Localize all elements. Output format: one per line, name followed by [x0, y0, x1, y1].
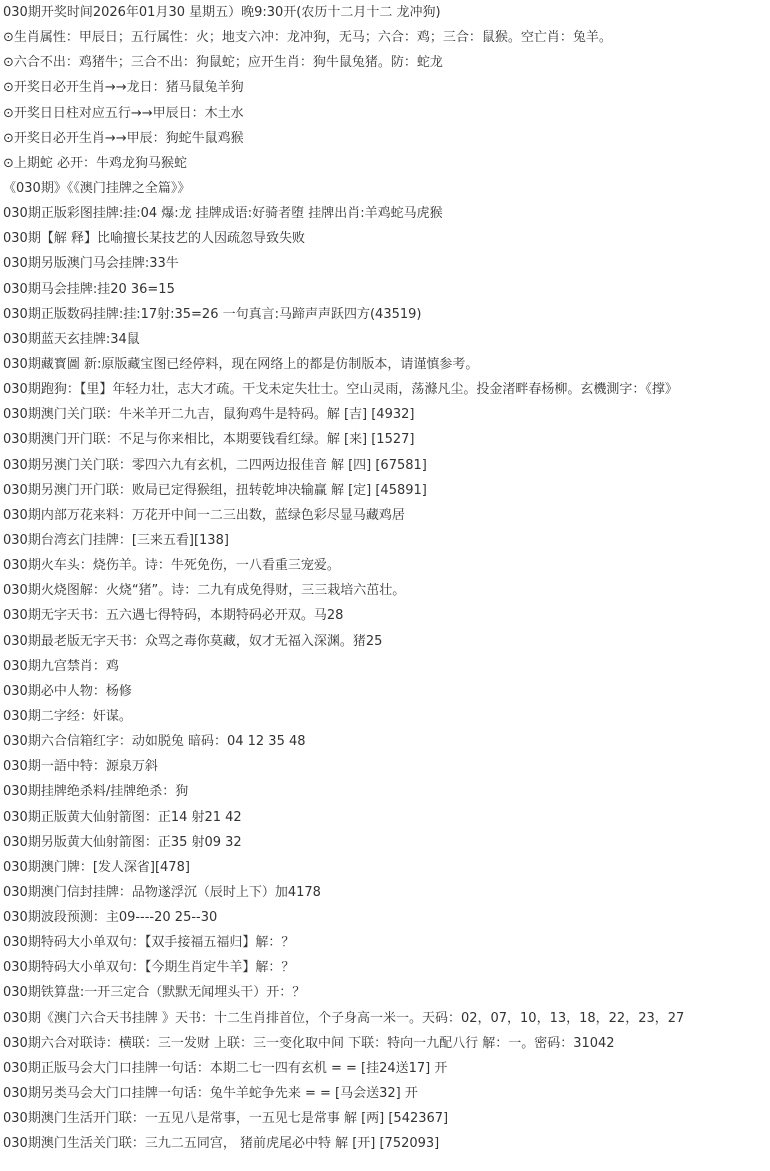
text-line: 030期另版澳门马会挂牌:33牛	[3, 256, 179, 272]
text-line: 030期另类马会大门口挂牌一句话：兔牛羊蛇争先来 = = [马会送32] 开	[3, 1086, 418, 1102]
text-line: 030期澳门信封挂牌：品物遂浮沉（辰时上下）加4178	[3, 884, 321, 900]
text-line: 030期澳门生活开门联：一五见八是常事，一五见七是常事 解 [两] [542367]	[3, 1111, 449, 1127]
text-line: 030期【解 释】比喻擅长某技艺的人因疏忽导致失败	[3, 231, 305, 247]
text-line: 030期正版彩图挂牌:挂:04 爆:龙 挂牌成语:好骑者堕 挂牌出肖:羊鸡蛇马虎猴	[3, 206, 443, 222]
text-line: 030期九宫禁肖：鸡	[3, 658, 119, 674]
text-line: ⊙开奖日必开生肖→→甲辰：狗蛇牛鼠鸡猴	[3, 130, 244, 146]
text-line: ⊙开奖日必开生肖→→龙日：猪马鼠兔羊狗	[3, 80, 244, 96]
text-line: ⊙六合不出：鸡猪牛；三合不出：狗鼠蛇；应开生肖：狗牛鼠兔猪。防：蛇龙	[3, 55, 443, 71]
text-line: ⊙开奖日日柱对应五行→→甲辰日：木土水	[3, 105, 244, 121]
text-line: 030期正版马会大门口挂牌一句话：本期二七一四有玄机 = = [挂24送17] 开	[3, 1060, 448, 1076]
text-line: 030期无字天书：五六遇七得特码，本期特码必开双。马28	[3, 608, 344, 624]
text-line: 030期正版数码挂牌:挂:17射:35=26 一句真言:马蹄声声跃四方(43519)	[3, 306, 422, 322]
text-line: 030期澳门牌：[发人深省][478]	[3, 859, 190, 875]
text-line: 030期必中人物：杨修	[3, 683, 132, 699]
text-line: 030期最老版无字天书：众骂之毒你莫藏，奴才无福入深渊。猪25	[3, 633, 383, 649]
text-line: 030期正版黄大仙射箭图：正14 射21 42	[3, 809, 242, 825]
text-line: 030期藏寳圖 新:原版藏宝图已经停料，现在网络上的都是仿制版本，请谨慎参考。	[3, 356, 479, 372]
text-line: 030期澳门关门联：牛米羊开二九吉，鼠狗鸡牛是特码。解 [吉] [4932]	[3, 407, 415, 423]
text-line: ⊙生肖属性：甲辰日；五行属性：火；地支六冲：龙冲狗，无马；六合：鸡；三合：鼠猴。空亡肖：兔羊。	[3, 30, 612, 46]
text-line: 030期特码大小单双句：【双手接福五福归】解：？	[3, 935, 295, 951]
text-line: 030期六合信箱红字：动如脱兔 暗码：04 12 35 48	[3, 734, 306, 750]
text-line: 030期特码大小单双句：【今期生肖定牛羊】解：？	[3, 960, 295, 976]
text-line: 《030期》《《澳门挂牌之全篇》》	[3, 180, 191, 196]
text-line: 030期火烧图解：火烧“猪”。诗：二九有成免得财，三三栽培六茁壮。	[3, 583, 406, 599]
text-line: 030期波段预测：主09----20 25--30	[3, 910, 218, 926]
text-line: 030期澳门开门联：不足与你来相比，本期要钱看红绿。解 [来] [1527]	[3, 432, 415, 448]
text-line: 030期开奖时间2026年01月30 星期五）晚9:30开(农历十二月十二 龙冲狗)	[3, 5, 441, 20]
text-line: 030期《澳门六合天书挂牌 》天书：十二生肖排首位，个子身高一米一。天码：02，07，10，13，18，22，23，27	[3, 1010, 685, 1026]
text-line: 030期火车头：烧伤羊。诗：牛死免伤，一八看重三宠爱。	[3, 558, 340, 574]
text-line: 030期另版黄大仙射箭图：正35 射09 32	[3, 834, 242, 850]
text-line: 030期一語中特：源泉万斜	[3, 759, 158, 775]
text-line: 030期内部万花来料：万花开中间一二三出数，蓝绿色彩尽显马藏鸡居	[3, 507, 405, 523]
text-line: 030期台湾玄门挂牌：[三来五看][138]	[3, 532, 229, 548]
text-line: 030期二字经：奸谋。	[3, 708, 132, 724]
text-line: 030期铁算盘:一开三定合（默默无闻埋头干）开：？	[3, 985, 306, 1001]
text-line: 030期跑狗：【里】年轻力壮，志大才疏。干戈未定失壮士。空山灵雨，荡滌凡尘。投金渚畔春杨柳。玄機測字：《撑》	[3, 382, 678, 398]
text-line: ⊙上期蛇 必开：牛鸡龙狗马猴蛇	[3, 155, 188, 171]
text-line: 030期澳门生活关门联：三九二五同宫， 猪前虎尾必中特 解 [开] [752093]	[3, 1136, 440, 1152]
text-line: 030期另澳门关门联：零四六九有玄机，二四两边报佳音 解 [四] [67581]	[3, 457, 427, 473]
text-line: 030期蓝天玄挂牌:34鼠	[3, 331, 140, 347]
text-line: 030期马会挂牌:挂20 36=15	[3, 281, 175, 297]
text-line: 030期六合对联诗：横联：三一发财 上联：三一变化取中间 下联：特向一九配八行 解：一。密码：31042	[3, 1035, 615, 1051]
text-line: 030期另澳门开门联：败局已定得猴组，扭转乾坤决输赢 解 [定] [45891]	[3, 482, 427, 498]
text-line: 030期挂牌绝杀料/挂牌绝杀：狗	[3, 784, 189, 800]
